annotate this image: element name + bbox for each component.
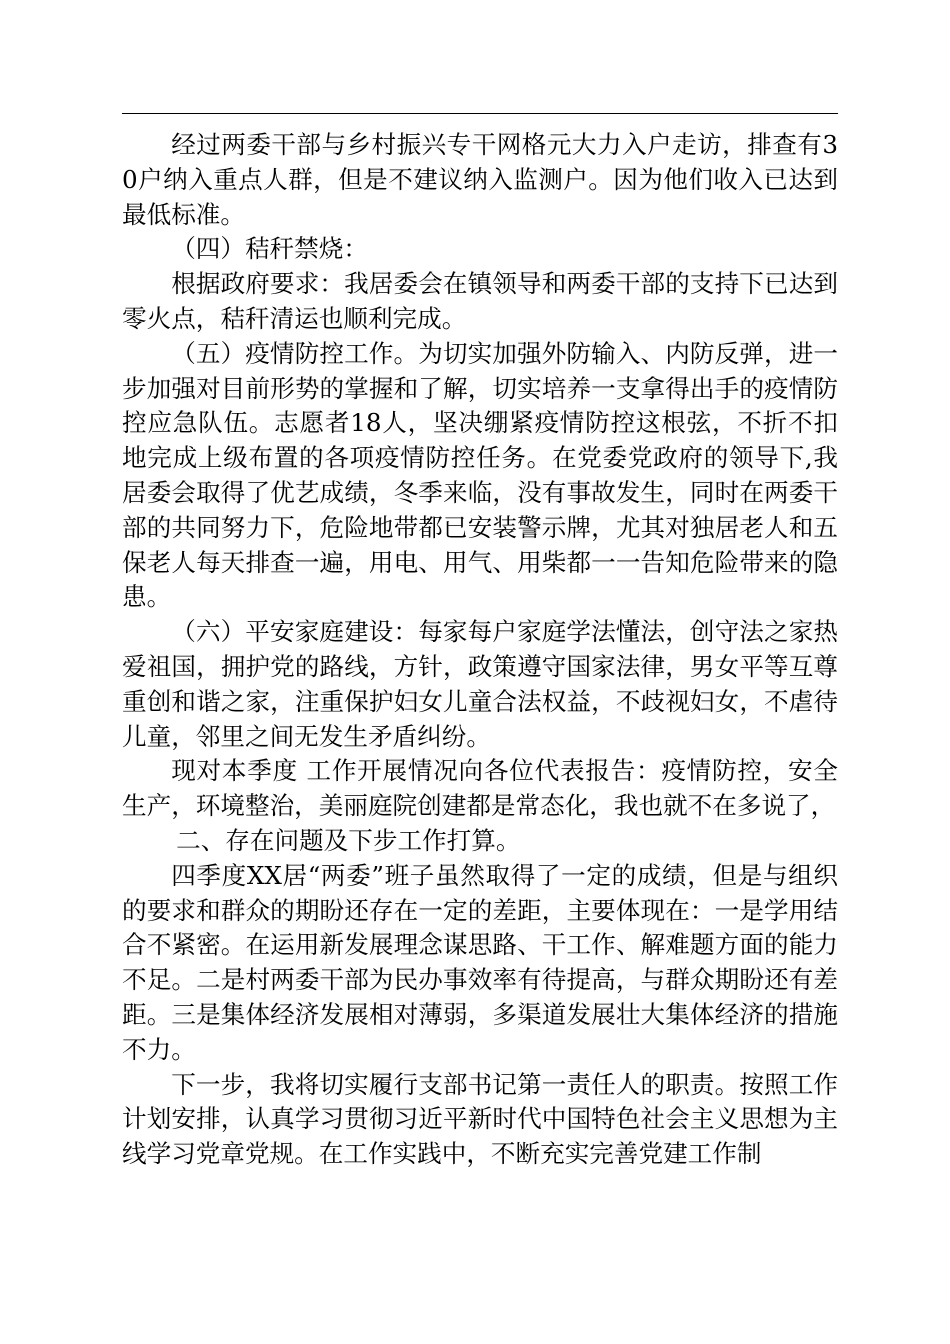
document-body: [122, 128, 838, 1172]
heading-straw-burning: （四）秸秆禁烧：: [171, 234, 368, 264]
paragraph-quarter-report: 现对本季度 工作开展情况向各位代表报告：疫情防控，安全生产，环境整治，美丽庭院创建都是常态化，我也就不在多说了，: [122, 756, 838, 821]
paragraph-epidemic-control: （五）疫情防控工作。为切实加强外防输入、内防反弹，进一步加强对目前形势的掌握和了解，切实培养一支拿得出手的疫情防控应急队伍。志愿者18人，坚决绷紧疫情防控这根弦，不折不扣地完成上级布置的各项疫情防控任务。在党委党政府的领导下,我居委会取得了优艺成绩，冬季来临，没有事故发生，同时在两委干部的共同努力下，危险地带都已安装警示牌，尤其对独居老人和五保老人每天排查一遍，用电、用气、用柴都一一告知危险带来的隐患。: [122, 338, 838, 612]
paragraph-straw-burning: 根据政府要求：我居委会在镇领导和两委干部的支持下已达到零火点，秸秆清运也顺利完成。: [122, 269, 838, 333]
heading-problems-plans: 二、存在问题及下步工作打算。: [176, 825, 521, 855]
paragraph-problems: 四季度XX居“两委”班子虽然取得了一定的成绩，但是与组织的要求和群众的期盼还存在一定的差距，主要体现在：一是学用结合不紧密。在运用新发展理念谋思路、干工作、解难题方面的能力不足。二是村两委干部为民办事效率有待提高，与群众期盼还有差距。三是集体经济发展相对薄弱，多渠道发展壮大集体经济的措施不力。: [122, 860, 838, 1064]
paragraph-next-steps: 下一步，我将切实履行支部书记第一责任人的职责。按照工作计划安排，认真学习贯彻习近平新时代中国特色社会主义思想为主线学习党章党规。在工作实践中，不断充实完善党建工作制: [122, 1069, 838, 1169]
paragraph-safe-family: （六）平安家庭建设：每家每户家庭学法懂法，创守法之家热爱祖国，拥护党的路线，方针，政策遵守国家法律，男女平等互尊重创和谐之家，注重保护妇女儿童合法权益，不歧视妇女，不虐待儿童，邻里之间无发生矛盾纠纷。: [122, 617, 838, 751]
paragraph-household-survey: 经过两委干部与乡村振兴专干网格元大力入户走访，排查有30户纳入重点人群，但是不建议纳入监测户。因为他们收入已达到最低标准。: [122, 130, 838, 229]
header-rule: [122, 113, 838, 114]
